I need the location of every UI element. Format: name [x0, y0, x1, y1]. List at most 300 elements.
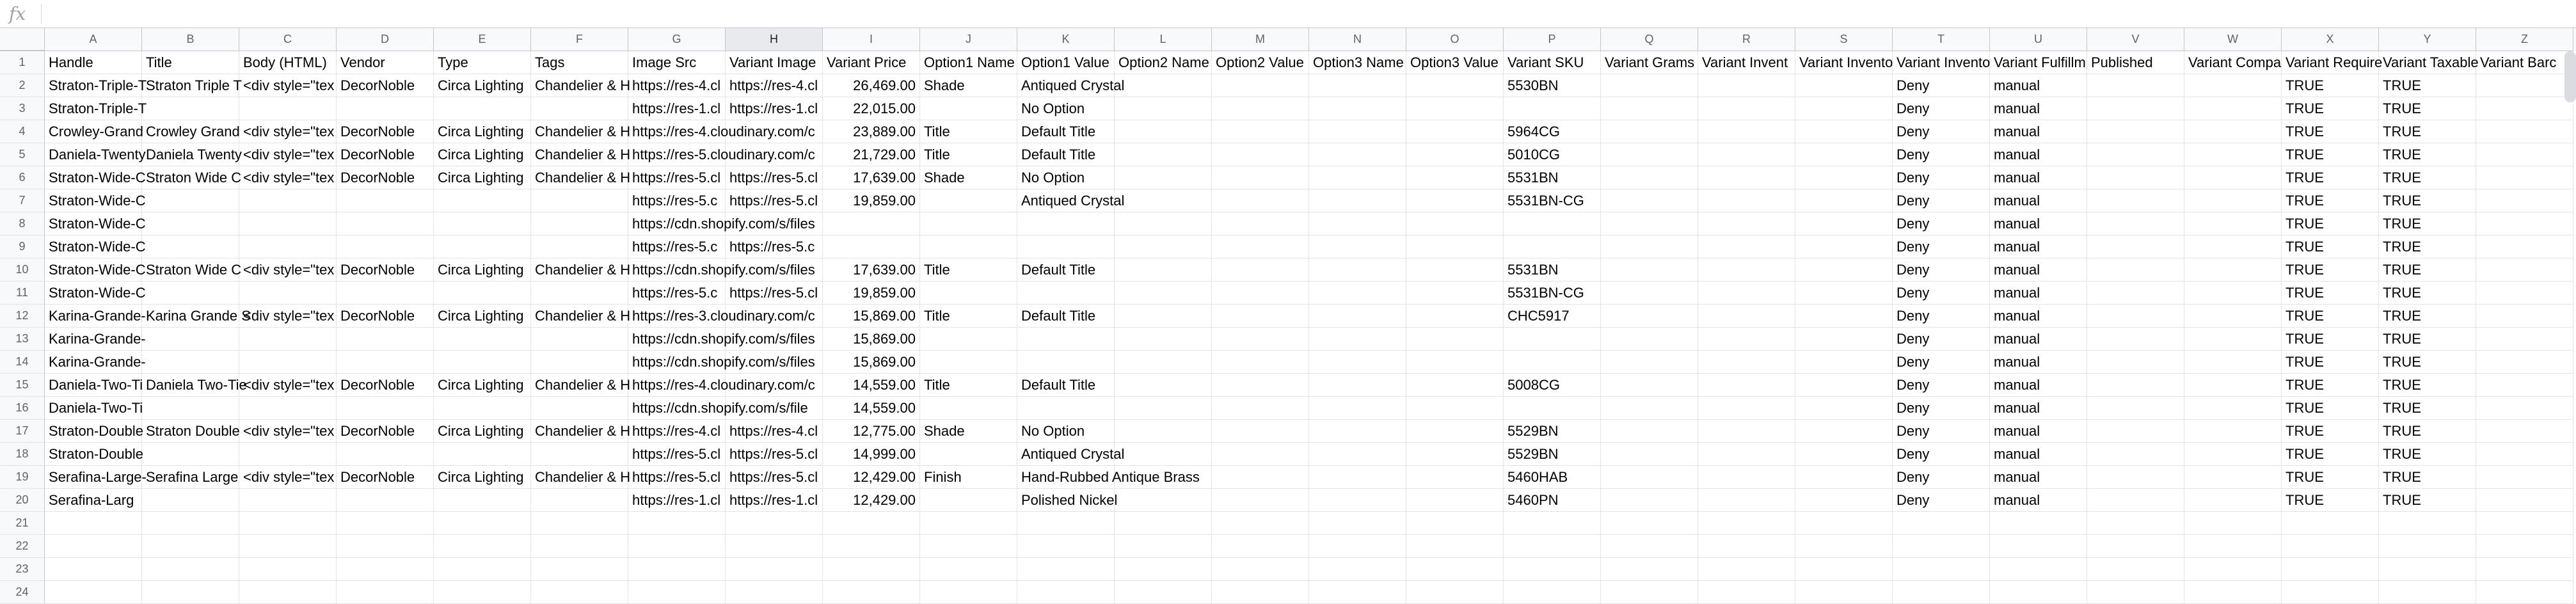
cell-m[interactable]: [1212, 512, 1309, 535]
cell-g[interactable]: https://res-1.cl: [628, 489, 726, 512]
header-cell-t[interactable]: Variant Invento: [1893, 51, 1990, 74]
column-header-t[interactable]: T: [1893, 28, 1990, 51]
cell-r[interactable]: [1698, 166, 1795, 189]
cell-j[interactable]: [920, 443, 1017, 466]
cell-u[interactable]: manual: [1990, 328, 2087, 351]
column-header-y[interactable]: Y: [2379, 28, 2476, 51]
cell-k[interactable]: [1017, 351, 1115, 374]
cell-x[interactable]: TRUE: [2282, 374, 2379, 397]
cell-t[interactable]: Deny: [1893, 305, 1990, 328]
cell-u[interactable]: manual: [1990, 443, 2087, 466]
cell-d[interactable]: [337, 558, 434, 581]
cell-c[interactable]: [239, 512, 337, 535]
cell-b[interactable]: [142, 189, 239, 212]
cell-z[interactable]: [2476, 235, 2573, 258]
cell-n[interactable]: [1309, 512, 1406, 535]
cell-p[interactable]: 5531BN-CG: [1504, 189, 1601, 212]
cell-n[interactable]: [1309, 212, 1406, 235]
cell-x[interactable]: TRUE: [2282, 189, 2379, 212]
cell-s[interactable]: [1795, 189, 1893, 212]
cell-p[interactable]: [1504, 235, 1601, 258]
header-cell-r[interactable]: Variant Invent: [1698, 51, 1795, 74]
cell-c[interactable]: [239, 189, 337, 212]
cell-o[interactable]: [1406, 120, 1504, 143]
cell-h[interactable]: [726, 212, 823, 235]
cell-a[interactable]: Karina-Grande-: [45, 305, 142, 328]
cell-u[interactable]: manual: [1990, 189, 2087, 212]
cell-u[interactable]: manual: [1990, 235, 2087, 258]
cell-w[interactable]: [2184, 374, 2282, 397]
cell-j[interactable]: Shade: [920, 166, 1017, 189]
cell-z[interactable]: [2476, 443, 2573, 466]
cell-d[interactable]: DecorNoble: [337, 120, 434, 143]
cell-f[interactable]: Chandelier & H: [531, 120, 628, 143]
cell-i[interactable]: 14,559.00: [823, 374, 920, 397]
cell-w[interactable]: [2184, 74, 2282, 97]
cell-a[interactable]: Straton-Wide-C: [45, 212, 142, 235]
cell-g[interactable]: [628, 581, 726, 604]
cell-k[interactable]: [1017, 558, 1115, 581]
cell-j[interactable]: [920, 581, 1017, 604]
column-header-v[interactable]: V: [2087, 28, 2184, 51]
cell-h[interactable]: [726, 512, 823, 535]
cell-y[interactable]: TRUE: [2379, 420, 2476, 443]
cell-k[interactable]: [1017, 328, 1115, 351]
cell-y[interactable]: [2379, 535, 2476, 558]
cell-s[interactable]: [1795, 535, 1893, 558]
cell-a[interactable]: [45, 535, 142, 558]
row-header[interactable]: 21: [0, 512, 45, 535]
cell-r[interactable]: [1698, 420, 1795, 443]
cell-b[interactable]: [142, 212, 239, 235]
cell-h[interactable]: [726, 143, 823, 166]
cell-w[interactable]: [2184, 443, 2282, 466]
cell-n[interactable]: [1309, 282, 1406, 305]
cell-p[interactable]: 5460PN: [1504, 489, 1601, 512]
row-header[interactable]: 13: [0, 328, 45, 351]
cell-w[interactable]: [2184, 328, 2282, 351]
cell-c[interactable]: [239, 212, 337, 235]
cell-g[interactable]: [628, 558, 726, 581]
cell-d[interactable]: DecorNoble: [337, 143, 434, 166]
row-header[interactable]: 24: [0, 581, 45, 604]
cell-y[interactable]: TRUE: [2379, 328, 2476, 351]
cell-k[interactable]: Antiqued Crystal: [1017, 74, 1115, 97]
cell-a[interactable]: Straton-Wide-C: [45, 258, 142, 282]
cell-m[interactable]: [1212, 489, 1309, 512]
cell-x[interactable]: [2282, 581, 2379, 604]
cell-f[interactable]: [531, 235, 628, 258]
cell-k[interactable]: Polished Nickel: [1017, 489, 1115, 512]
column-header-p[interactable]: P: [1504, 28, 1601, 51]
cell-u[interactable]: manual: [1990, 466, 2087, 489]
cell-b[interactable]: Karina Grande S: [142, 305, 239, 328]
cell-v[interactable]: [2087, 535, 2184, 558]
cell-i[interactable]: 15,869.00: [823, 328, 920, 351]
cell-y[interactable]: TRUE: [2379, 166, 2476, 189]
cell-v[interactable]: [2087, 558, 2184, 581]
cell-d[interactable]: [337, 351, 434, 374]
cell-a[interactable]: [45, 512, 142, 535]
cell-u[interactable]: [1990, 535, 2087, 558]
cell-l[interactable]: [1115, 466, 1212, 489]
header-cell-f[interactable]: Tags: [531, 51, 628, 74]
header-cell-x[interactable]: Variant Require: [2282, 51, 2379, 74]
cell-e[interactable]: [434, 443, 531, 466]
cell-g[interactable]: [628, 535, 726, 558]
cell-f[interactable]: Chandelier & H: [531, 258, 628, 282]
cell-d[interactable]: [337, 443, 434, 466]
cell-d[interactable]: [337, 489, 434, 512]
cell-h[interactable]: [726, 120, 823, 143]
cell-c[interactable]: [239, 489, 337, 512]
row-header[interactable]: 6: [0, 166, 45, 189]
cell-n[interactable]: [1309, 189, 1406, 212]
cell-w[interactable]: [2184, 420, 2282, 443]
cell-e[interactable]: [434, 328, 531, 351]
cell-h[interactable]: https://res-5.cl: [726, 166, 823, 189]
cell-w[interactable]: [2184, 466, 2282, 489]
cell-y[interactable]: TRUE: [2379, 143, 2476, 166]
cell-b[interactable]: [142, 235, 239, 258]
cell-x[interactable]: TRUE: [2282, 305, 2379, 328]
cell-m[interactable]: [1212, 74, 1309, 97]
cell-t[interactable]: [1893, 581, 1990, 604]
row-header[interactable]: 22: [0, 535, 45, 558]
cell-c[interactable]: [239, 282, 337, 305]
cell-t[interactable]: Deny: [1893, 489, 1990, 512]
select-all-corner[interactable]: [0, 28, 45, 51]
cell-d[interactable]: DecorNoble: [337, 466, 434, 489]
cell-r[interactable]: [1698, 443, 1795, 466]
cell-h[interactable]: [726, 558, 823, 581]
cell-w[interactable]: [2184, 581, 2282, 604]
cell-l[interactable]: [1115, 143, 1212, 166]
cell-x[interactable]: [2282, 535, 2379, 558]
row-header[interactable]: 3: [0, 97, 45, 120]
cell-g[interactable]: https://res-1.cl: [628, 97, 726, 120]
cell-h[interactable]: [726, 535, 823, 558]
cell-v[interactable]: [2087, 489, 2184, 512]
cell-q[interactable]: [1601, 512, 1698, 535]
cell-g[interactable]: https://res-5.cl: [628, 166, 726, 189]
cell-e[interactable]: [434, 489, 531, 512]
cell-f[interactable]: [531, 512, 628, 535]
cell-i[interactable]: 17,639.00: [823, 258, 920, 282]
cell-x[interactable]: TRUE: [2282, 74, 2379, 97]
column-header-h[interactable]: H: [726, 28, 823, 51]
cell-n[interactable]: [1309, 74, 1406, 97]
cell-x[interactable]: TRUE: [2282, 235, 2379, 258]
cell-g[interactable]: https://res-5.c: [628, 235, 726, 258]
cell-u[interactable]: manual: [1990, 305, 2087, 328]
row-header[interactable]: 2: [0, 74, 45, 97]
cell-q[interactable]: [1601, 397, 1698, 420]
cell-x[interactable]: TRUE: [2282, 258, 2379, 282]
cell-e[interactable]: [434, 535, 531, 558]
cell-v[interactable]: [2087, 512, 2184, 535]
cell-o[interactable]: [1406, 397, 1504, 420]
cell-v[interactable]: [2087, 166, 2184, 189]
cell-s[interactable]: [1795, 166, 1893, 189]
cell-e[interactable]: Circa Lighting: [434, 374, 531, 397]
cell-y[interactable]: [2379, 512, 2476, 535]
cell-q[interactable]: [1601, 97, 1698, 120]
cell-f[interactable]: [531, 328, 628, 351]
cell-h[interactable]: [726, 581, 823, 604]
cell-v[interactable]: [2087, 97, 2184, 120]
cell-b[interactable]: Daniela Two-Tie: [142, 374, 239, 397]
cell-m[interactable]: [1212, 328, 1309, 351]
cell-z[interactable]: [2476, 305, 2573, 328]
cell-v[interactable]: [2087, 189, 2184, 212]
cell-e[interactable]: Circa Lighting: [434, 166, 531, 189]
cell-v[interactable]: [2087, 351, 2184, 374]
cell-s[interactable]: [1795, 97, 1893, 120]
cell-k[interactable]: Hand-Rubbed Antique Brass: [1017, 466, 1115, 489]
cell-i[interactable]: 17,639.00: [823, 166, 920, 189]
cell-c[interactable]: [239, 351, 337, 374]
cell-d[interactable]: DecorNoble: [337, 258, 434, 282]
cell-b[interactable]: [142, 512, 239, 535]
cell-b[interactable]: [142, 489, 239, 512]
cell-n[interactable]: [1309, 97, 1406, 120]
cell-a[interactable]: [45, 581, 142, 604]
cell-p[interactable]: 5529BN: [1504, 443, 1601, 466]
cell-m[interactable]: [1212, 397, 1309, 420]
cell-u[interactable]: [1990, 512, 2087, 535]
column-header-z[interactable]: Z: [2476, 28, 2573, 51]
cell-l[interactable]: [1115, 166, 1212, 189]
row-header[interactable]: 1: [0, 51, 45, 74]
cell-m[interactable]: [1212, 466, 1309, 489]
cell-q[interactable]: [1601, 74, 1698, 97]
cell-c[interactable]: <div style="tex: [239, 258, 337, 282]
cell-j[interactable]: [920, 189, 1017, 212]
cell-z[interactable]: [2476, 258, 2573, 282]
cell-a[interactable]: Daniela-Two-Ti: [45, 374, 142, 397]
cell-u[interactable]: manual: [1990, 397, 2087, 420]
cell-h[interactable]: https://res-5.cl: [726, 443, 823, 466]
cell-d[interactable]: [337, 235, 434, 258]
cell-i[interactable]: [823, 558, 920, 581]
cell-l[interactable]: [1115, 558, 1212, 581]
cell-n[interactable]: [1309, 235, 1406, 258]
cell-l[interactable]: [1115, 328, 1212, 351]
column-header-s[interactable]: S: [1795, 28, 1893, 51]
cell-q[interactable]: [1601, 305, 1698, 328]
cell-h[interactable]: [726, 258, 823, 282]
cell-d[interactable]: DecorNoble: [337, 166, 434, 189]
cell-z[interactable]: [2476, 212, 2573, 235]
cell-c[interactable]: <div style="tex: [239, 374, 337, 397]
cell-s[interactable]: [1795, 282, 1893, 305]
cell-s[interactable]: [1795, 466, 1893, 489]
cell-m[interactable]: [1212, 420, 1309, 443]
cell-b[interactable]: Straton Triple T: [142, 74, 239, 97]
cell-m[interactable]: [1212, 212, 1309, 235]
cell-f[interactable]: [531, 97, 628, 120]
cell-e[interactable]: [434, 97, 531, 120]
cell-k[interactable]: Default Title: [1017, 120, 1115, 143]
cell-v[interactable]: [2087, 120, 2184, 143]
cell-b[interactable]: Serafina Large: [142, 466, 239, 489]
cell-c[interactable]: <div style="tex: [239, 466, 337, 489]
cell-c[interactable]: [239, 581, 337, 604]
cell-s[interactable]: [1795, 258, 1893, 282]
cell-o[interactable]: [1406, 420, 1504, 443]
cell-a[interactable]: Straton-Double: [45, 443, 142, 466]
header-cell-y[interactable]: Variant Taxable: [2379, 51, 2476, 74]
cell-s[interactable]: [1795, 420, 1893, 443]
cell-g[interactable]: https://res-4.cl: [628, 420, 726, 443]
cell-f[interactable]: [531, 282, 628, 305]
cell-g[interactable]: [628, 512, 726, 535]
cell-o[interactable]: [1406, 212, 1504, 235]
cell-r[interactable]: [1698, 189, 1795, 212]
cell-z[interactable]: [2476, 351, 2573, 374]
cell-q[interactable]: [1601, 558, 1698, 581]
cell-e[interactable]: Circa Lighting: [434, 143, 531, 166]
cell-d[interactable]: DecorNoble: [337, 420, 434, 443]
cell-o[interactable]: [1406, 535, 1504, 558]
cell-z[interactable]: [2476, 374, 2573, 397]
cell-o[interactable]: [1406, 466, 1504, 489]
cell-b[interactable]: [142, 443, 239, 466]
row-header[interactable]: 5: [0, 143, 45, 166]
cell-u[interactable]: manual: [1990, 143, 2087, 166]
cell-a[interactable]: [45, 558, 142, 581]
cell-a[interactable]: Straton-Wide-C: [45, 235, 142, 258]
cell-w[interactable]: [2184, 120, 2282, 143]
cell-r[interactable]: [1698, 351, 1795, 374]
cell-v[interactable]: [2087, 212, 2184, 235]
cell-b[interactable]: Daniela Twenty: [142, 143, 239, 166]
cell-z[interactable]: [2476, 489, 2573, 512]
cell-n[interactable]: [1309, 397, 1406, 420]
cell-w[interactable]: [2184, 212, 2282, 235]
cell-z[interactable]: [2476, 74, 2573, 97]
cell-p[interactable]: [1504, 535, 1601, 558]
cell-e[interactable]: Circa Lighting: [434, 258, 531, 282]
row-header[interactable]: 19: [0, 466, 45, 489]
row-header[interactable]: 11: [0, 282, 45, 305]
cell-k[interactable]: [1017, 535, 1115, 558]
cell-k[interactable]: [1017, 235, 1115, 258]
cell-a[interactable]: Crowley-Grand: [45, 120, 142, 143]
cell-o[interactable]: [1406, 258, 1504, 282]
cell-n[interactable]: [1309, 120, 1406, 143]
cell-f[interactable]: Chandelier & H: [531, 374, 628, 397]
cell-t[interactable]: [1893, 535, 1990, 558]
cell-f[interactable]: [531, 443, 628, 466]
cell-m[interactable]: [1212, 282, 1309, 305]
cell-r[interactable]: [1698, 212, 1795, 235]
cell-b[interactable]: [142, 97, 239, 120]
cell-h[interactable]: https://res-4.cl: [726, 420, 823, 443]
cell-z[interactable]: [2476, 466, 2573, 489]
cell-k[interactable]: Default Title: [1017, 305, 1115, 328]
cell-z[interactable]: [2476, 512, 2573, 535]
cell-y[interactable]: TRUE: [2379, 305, 2476, 328]
cell-l[interactable]: [1115, 235, 1212, 258]
cell-w[interactable]: [2184, 397, 2282, 420]
cell-a[interactable]: Serafina-Large-: [45, 466, 142, 489]
cell-t[interactable]: [1893, 512, 1990, 535]
cell-q[interactable]: [1601, 489, 1698, 512]
cell-k[interactable]: Antiqued Crystal: [1017, 189, 1115, 212]
cell-m[interactable]: [1212, 97, 1309, 120]
column-header-r[interactable]: R: [1698, 28, 1795, 51]
cell-y[interactable]: TRUE: [2379, 282, 2476, 305]
cell-p[interactable]: [1504, 97, 1601, 120]
cell-m[interactable]: [1212, 305, 1309, 328]
cell-p[interactable]: [1504, 512, 1601, 535]
row-header[interactable]: 18: [0, 443, 45, 466]
cell-j[interactable]: [920, 97, 1017, 120]
cell-y[interactable]: TRUE: [2379, 120, 2476, 143]
cell-v[interactable]: [2087, 74, 2184, 97]
cell-p[interactable]: [1504, 328, 1601, 351]
cell-g[interactable]: https://res-4.cl: [628, 74, 726, 97]
cell-d[interactable]: [337, 212, 434, 235]
cell-z[interactable]: [2476, 120, 2573, 143]
cell-v[interactable]: [2087, 581, 2184, 604]
header-cell-n[interactable]: Option3 Name: [1309, 51, 1406, 74]
cell-i[interactable]: [823, 535, 920, 558]
cell-q[interactable]: [1601, 120, 1698, 143]
cell-d[interactable]: [337, 397, 434, 420]
cell-y[interactable]: TRUE: [2379, 258, 2476, 282]
cell-a[interactable]: Karina-Grande-: [45, 351, 142, 374]
column-header-a[interactable]: A: [45, 28, 142, 51]
cell-f[interactable]: [531, 581, 628, 604]
cell-u[interactable]: manual: [1990, 258, 2087, 282]
cell-e[interactable]: [434, 351, 531, 374]
cell-t[interactable]: Deny: [1893, 189, 1990, 212]
cell-z[interactable]: [2476, 97, 2573, 120]
cell-w[interactable]: [2184, 535, 2282, 558]
header-cell-d[interactable]: Vendor: [337, 51, 434, 74]
cell-s[interactable]: [1795, 305, 1893, 328]
cell-k[interactable]: [1017, 212, 1115, 235]
cell-o[interactable]: [1406, 235, 1504, 258]
cell-g[interactable]: https://cdn.shopify.com/s/file: [628, 397, 726, 420]
cell-o[interactable]: [1406, 189, 1504, 212]
cell-g[interactable]: https://res-5.c: [628, 189, 726, 212]
cell-n[interactable]: [1309, 328, 1406, 351]
cell-o[interactable]: [1406, 305, 1504, 328]
cell-o[interactable]: [1406, 489, 1504, 512]
cell-p[interactable]: 5531BN-CG: [1504, 282, 1601, 305]
cell-l[interactable]: [1115, 74, 1212, 97]
cell-e[interactable]: [434, 282, 531, 305]
column-header-k[interactable]: K: [1017, 28, 1115, 51]
column-header-e[interactable]: E: [434, 28, 531, 51]
cell-m[interactable]: [1212, 374, 1309, 397]
cell-l[interactable]: [1115, 420, 1212, 443]
cell-d[interactable]: DecorNoble: [337, 374, 434, 397]
cell-z[interactable]: [2476, 420, 2573, 443]
cell-g[interactable]: https://cdn.shopify.com/s/files: [628, 212, 726, 235]
header-cell-o[interactable]: Option3 Value: [1406, 51, 1504, 74]
cell-i[interactable]: 15,869.00: [823, 305, 920, 328]
cell-b[interactable]: [142, 351, 239, 374]
cell-y[interactable]: TRUE: [2379, 212, 2476, 235]
cell-f[interactable]: Chandelier & H: [531, 74, 628, 97]
row-header[interactable]: 12: [0, 305, 45, 328]
cell-h[interactable]: https://res-1.cl: [726, 97, 823, 120]
